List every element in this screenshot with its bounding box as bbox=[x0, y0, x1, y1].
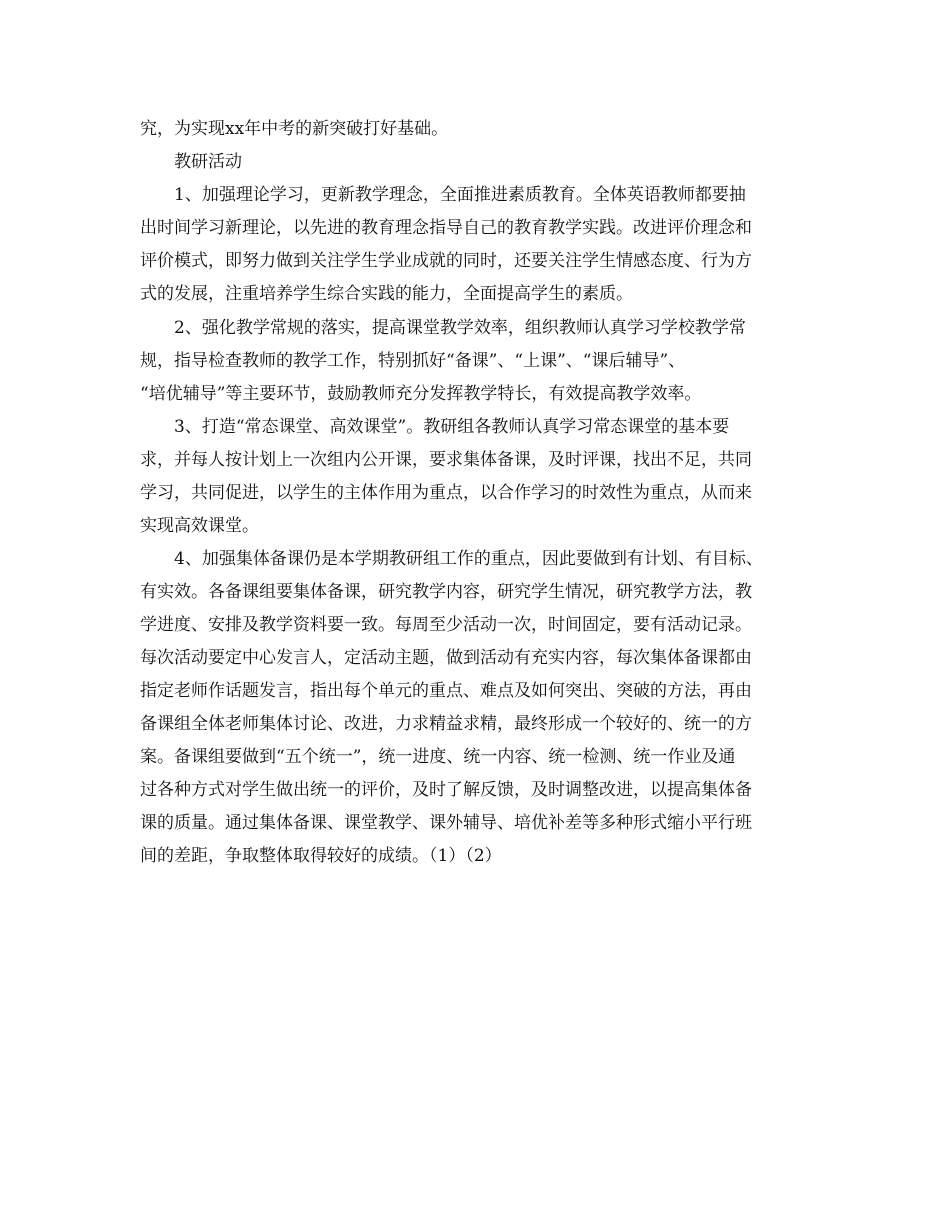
text-line: 式的发展，注重培养学生综合实践的能力，全面提高学生的素质。 bbox=[140, 284, 633, 304]
text-line: “培优辅导”等主要环节，鼓励教师充分发挥教学特长，有效提高教学效率。 bbox=[140, 384, 702, 404]
text-line: 3、打造“常态课堂、高效课堂”。教研组各教师认真学习常态课堂的基本要 bbox=[174, 417, 730, 437]
text-line: 每次活动要定中心发言人，定活动主题，做到活动有充实内容，每次集体备课都由 bbox=[140, 648, 752, 668]
text-line: 有实效。各备课组要集体备课，研究教学内容，研究学生情况，研究教学方法，教 bbox=[140, 582, 752, 602]
text-line: 课的质量。通过集体备课、课堂教学、课外辅导、培优补差等多种形式缩小平行班 bbox=[140, 813, 752, 833]
text-line: 4、加强集体备课仍是本学期教研组工作的重点，因此要做到有计划、有目标、 bbox=[174, 549, 763, 569]
text-line: 1、加强理论学习，更新教学理念，全面推进素质教育。全体英语教师都要抽 bbox=[174, 185, 746, 205]
text-line: 备课组全体老师集体讨论、改进，力求精益求精，最终形成一个较好的、统一的方 bbox=[140, 714, 752, 734]
text-line: 实现高效课堂。 bbox=[140, 516, 259, 536]
text-line: 出时间学习新理论，以先进的教育理念指导自己的教育教学实践。改进评价理念和 bbox=[140, 218, 752, 238]
text-line: 求，并每人按计划上一次组内公开课，要求集体备课，及时评课，找出不足，共同 bbox=[140, 450, 752, 470]
text-line: 案。备课组要做到“五个统一”，统一进度、统一内容、统一检测、统一作业及通 bbox=[140, 747, 736, 767]
text-line: 学进度、安排及教学资料要一致。每周至少活动一次，时间固定，要有活动记录。 bbox=[140, 615, 752, 635]
text-line: 间的差距，争取整体取得较好的成绩。（1）（2） bbox=[140, 846, 502, 866]
text-line: 评价模式，即努力做到关注学生学业成就的同时，还要关注学生情感态度、行为方 bbox=[140, 251, 752, 271]
text-line: 规，指导检查教师的教学工作，特别抓好“备课”、“上课”、“课后辅导”、 bbox=[140, 351, 686, 371]
text-line: 2、强化教学常规的落实，提高课堂教学效率，组织教师认真学习学校教学常 bbox=[174, 318, 746, 338]
text-line: 过各种方式对学生做出统一的评价，及时了解反馈，及时调整改进，以提高集体备 bbox=[140, 780, 752, 800]
section-heading: 教研活动 bbox=[174, 152, 242, 172]
text-line: 学习，共同促进，以学生的主体作用为重点，以合作学习的时效性为重点，从而来 bbox=[140, 483, 752, 503]
text-line: 究，为实现xx年中考的新突破打好基础。 bbox=[140, 119, 449, 139]
text-line: 指定老师作话题发言，指出每个单元的重点、难点及如何突出、突破的方法，再由 bbox=[140, 681, 752, 701]
